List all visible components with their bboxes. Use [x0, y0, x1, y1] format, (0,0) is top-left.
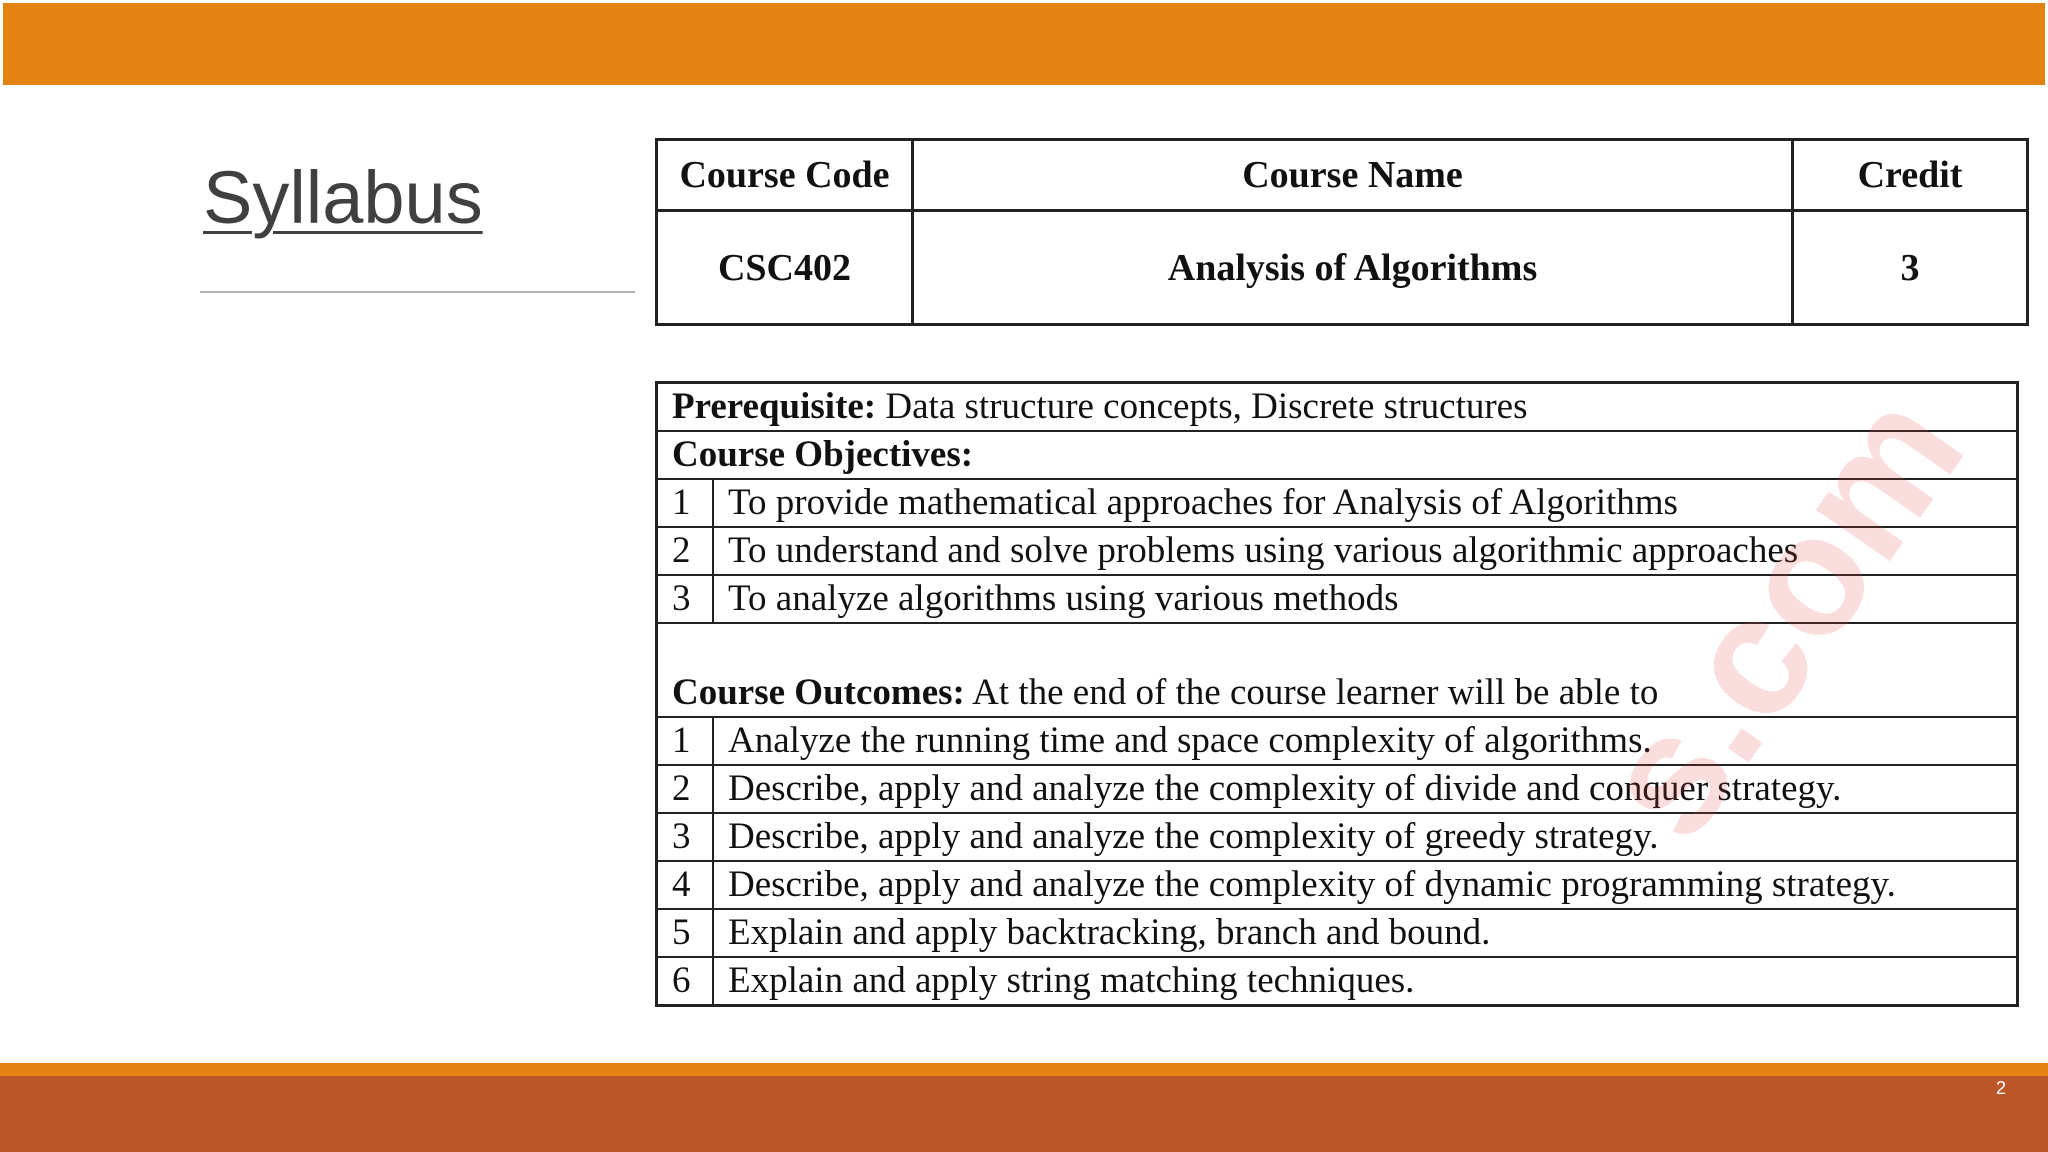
objective-row	[657, 479, 2018, 527]
outcome-row	[657, 717, 2018, 765]
outcomes-header-cell	[657, 623, 2018, 717]
prerequisite-label: Prerequisite:	[672, 386, 877, 427]
header-course-name: Course Name	[913, 140, 1793, 211]
objective-number: 2	[657, 527, 714, 575]
outcomes-header-row	[657, 623, 2018, 717]
outcome-row	[657, 813, 2018, 861]
objectives-label: Course Objectives:	[657, 431, 2018, 479]
bottom-accent-stripe	[0, 1063, 2048, 1076]
outcomes-label: Course Outcomes:	[672, 672, 965, 713]
outcome-number: 3	[657, 813, 714, 861]
course-info-row	[657, 211, 2028, 325]
prerequisite-text: Data structure concepts, Discrete structures	[876, 386, 1528, 427]
bottom-footer-bar	[0, 1076, 2048, 1152]
outcome-row	[657, 861, 2018, 909]
outcome-text: Explain and apply string matching techniques.	[713, 957, 2018, 1006]
slide-number: 2	[1995, 1078, 2006, 1098]
objectives-header-row	[657, 431, 2018, 479]
prerequisite-cell	[657, 383, 2018, 432]
course-name-cell: Analysis of Algorithms	[913, 211, 1793, 325]
outcome-text: Describe, apply and analyze the complexity of divide and conquer strategy.	[713, 765, 2018, 813]
objective-row	[657, 575, 2018, 623]
title-divider	[200, 291, 635, 293]
outcome-row	[657, 909, 2018, 957]
top-accent-bar	[3, 3, 2045, 85]
outcome-number: 2	[657, 765, 714, 813]
outcome-row	[657, 957, 2018, 1006]
outcome-number: 1	[657, 717, 714, 765]
objective-row	[657, 527, 2018, 575]
watermark: s.com	[1562, 359, 2000, 871]
course-info-header-row	[657, 140, 2028, 211]
course-info-table	[655, 138, 2029, 326]
outcome-number: 4	[657, 861, 714, 909]
prerequisite-row	[657, 383, 2018, 432]
header-course-code: Course Code	[657, 140, 913, 211]
outcome-number: 6	[657, 957, 714, 1006]
header-credit: Credit	[1793, 140, 2028, 211]
objective-text: To understand and solve problems using various algorithmic approaches	[713, 527, 2018, 575]
objective-text: To analyze algorithms using various methods	[713, 575, 2018, 623]
objective-number: 1	[657, 479, 714, 527]
outcome-row	[657, 765, 2018, 813]
slide-title: Syllabus	[203, 156, 483, 239]
outcomes-intro: At the end of the course learner will be able to	[964, 672, 1659, 713]
outcome-text: Describe, apply and analyze the complexity of dynamic programming strategy.	[713, 861, 2018, 909]
objective-text: To provide mathematical approaches for Analysis of Algorithms	[713, 479, 2018, 527]
outcome-number: 5	[657, 909, 714, 957]
outcome-text: Describe, apply and analyze the complexity of greedy strategy.	[713, 813, 2018, 861]
outcome-text: Analyze the running time and space complexity of algorithms.	[713, 717, 2018, 765]
outcome-text: Explain and apply backtracking, branch and bound.	[713, 909, 2018, 957]
credit-cell: 3	[1793, 211, 2028, 325]
course-details-table	[655, 381, 2019, 1007]
objective-number: 3	[657, 575, 714, 623]
course-code-cell: CSC402	[657, 211, 913, 325]
